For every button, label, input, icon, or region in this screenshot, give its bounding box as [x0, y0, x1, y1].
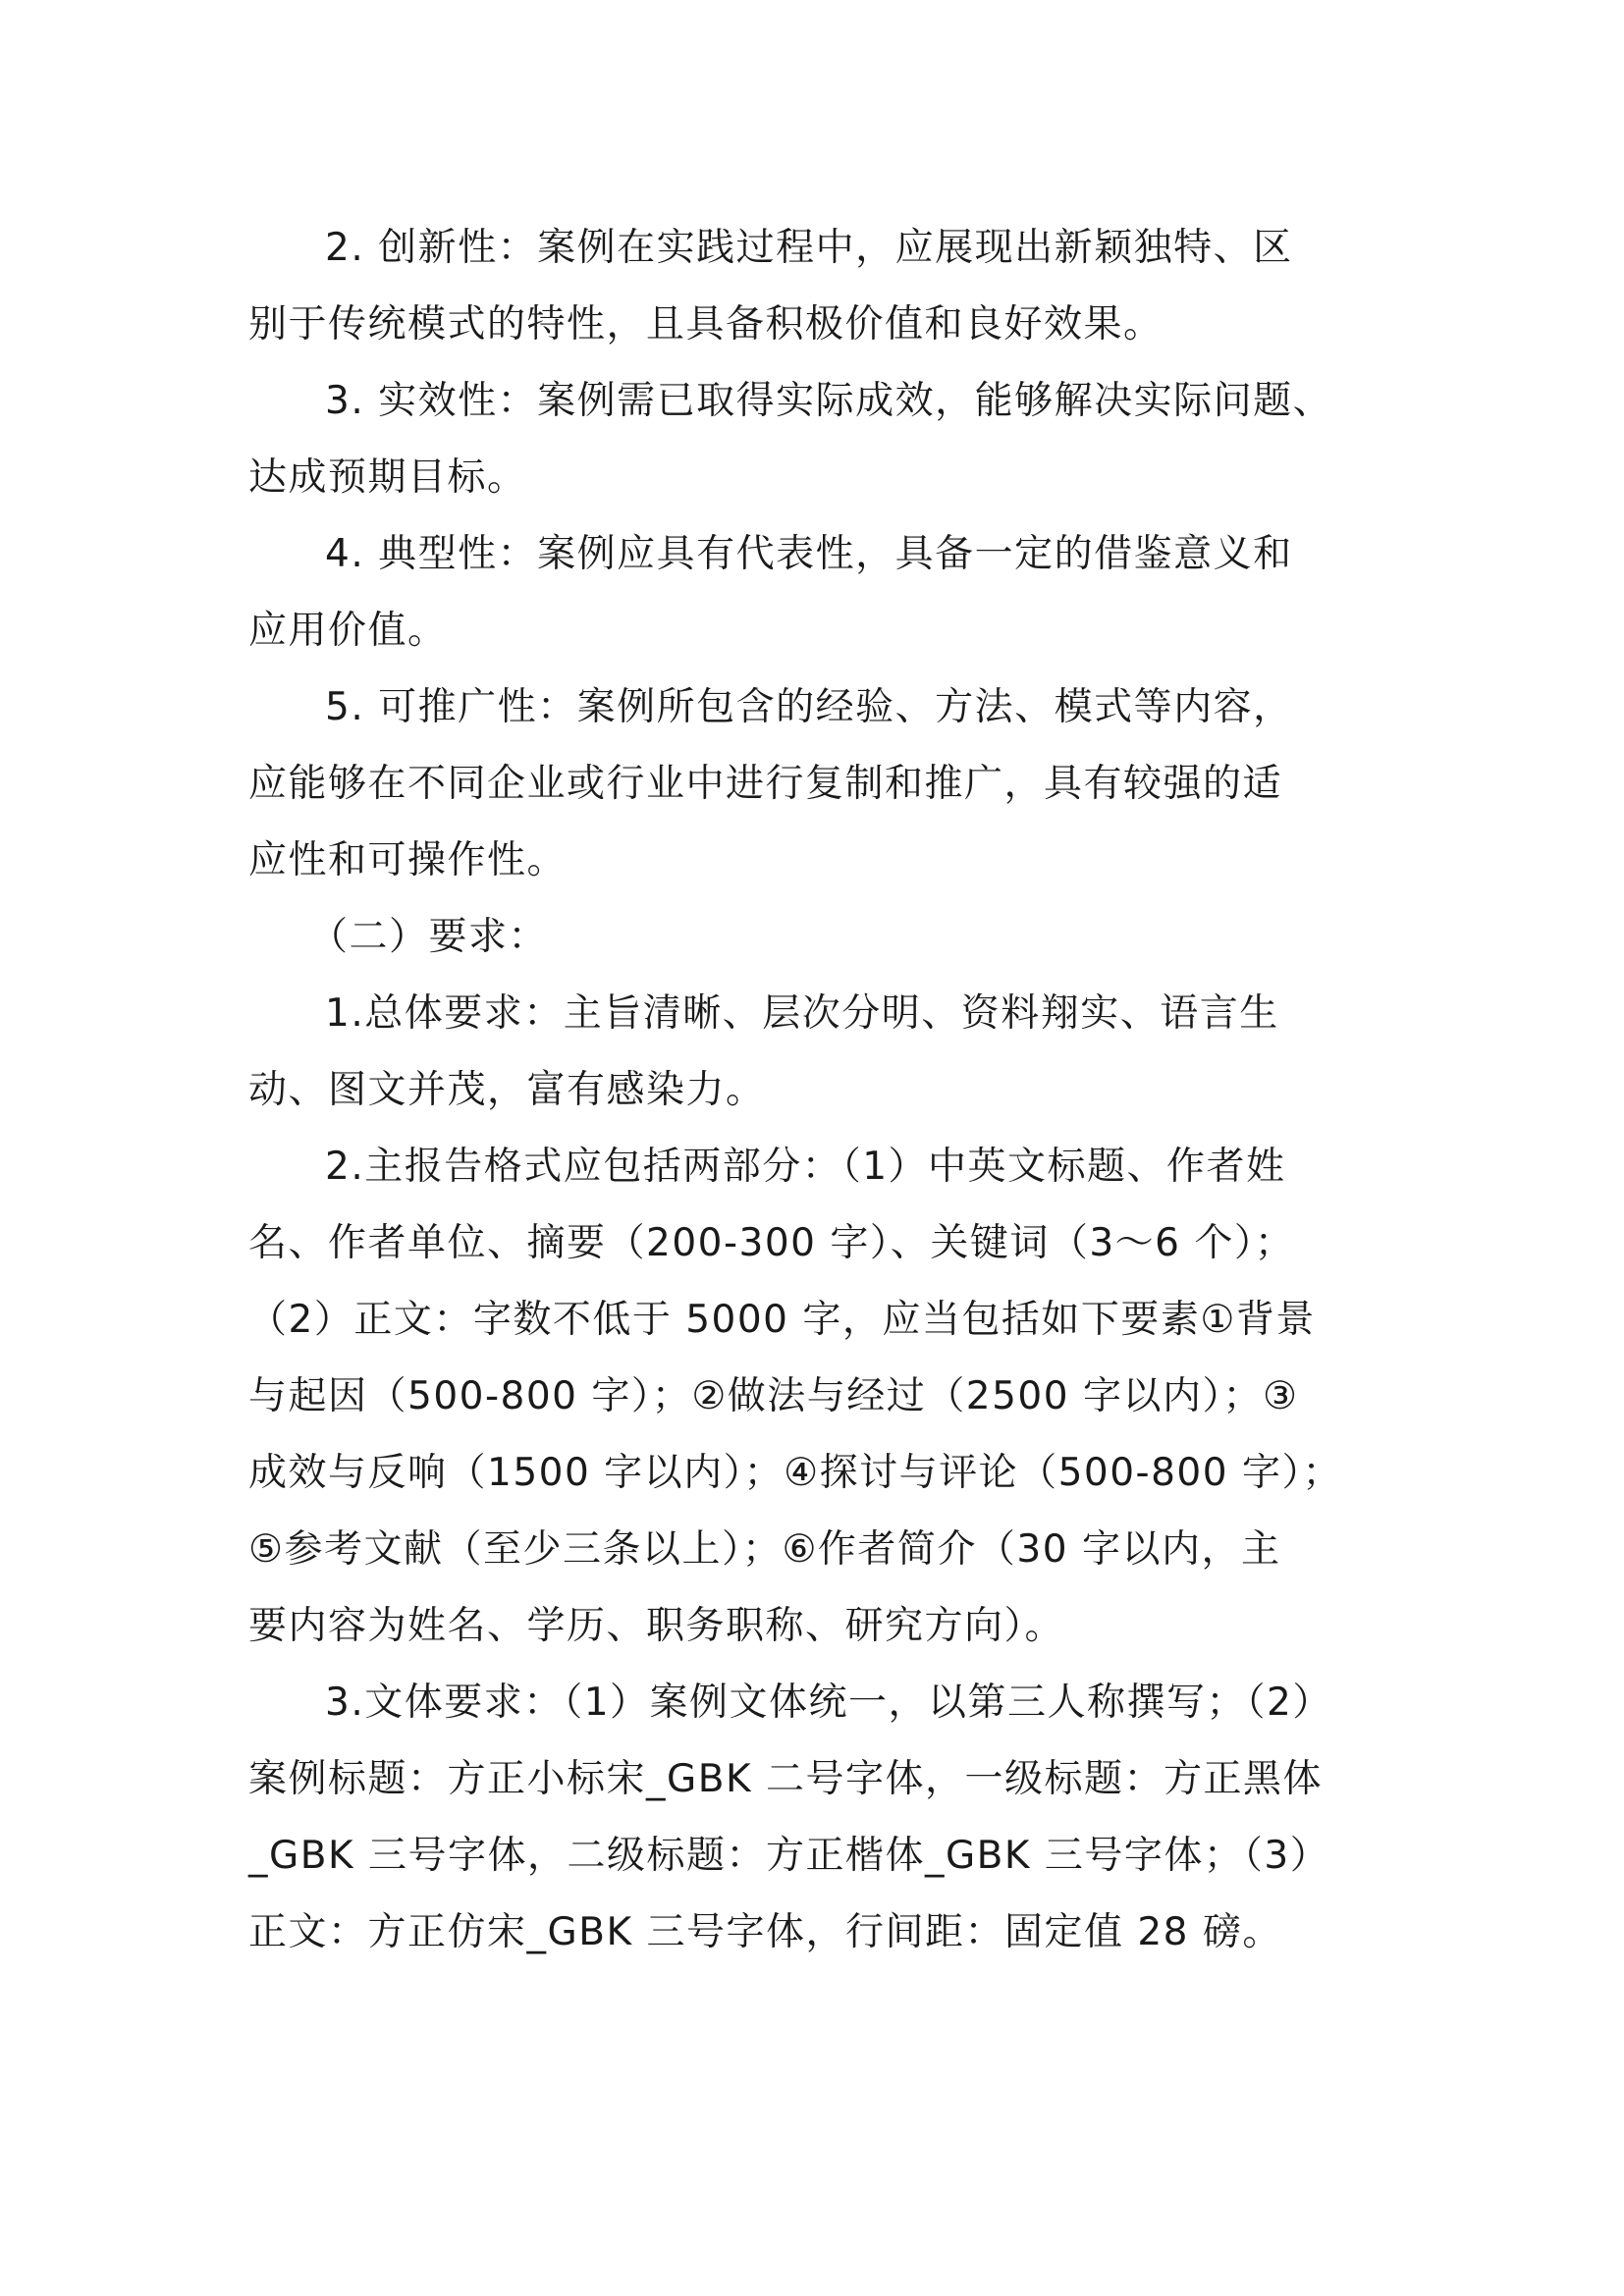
text-line: 与起因（500-800 字）；②做法与经过（2500 字以内）；③	[248, 1374, 1299, 1418]
text-line: 案例标题：方正小标宋_GBK 二号字体，一级标题：方正黑体	[248, 1757, 1323, 1801]
text-line: 要内容为姓名、学历、职务职称、研究方向）。	[248, 1604, 1065, 1648]
text-line: 达成预期目标。	[248, 455, 527, 500]
text-line: 别于传统模式的特性，且具备积极价值和良好效果。	[248, 302, 1164, 347]
criteria-typicality-paragraph	[248, 516, 1383, 669]
text-line: 2.主报告格式应包括两部分：（1）中英文标题、作者姓	[325, 1145, 1286, 1189]
text-line: 应性和可操作性。	[248, 838, 568, 882]
text-line: 3.文体要求：（1）案例文体统一，以第三人称撰写；（2）	[325, 1681, 1332, 1725]
criteria-innovation-paragraph	[248, 210, 1383, 363]
document-body	[248, 210, 1383, 1971]
text-line: 4. 典型性：案例应具有代表性，具备一定的借鉴意义和	[325, 532, 1293, 576]
requirements-heading-block	[248, 899, 1383, 976]
text-line: 名、作者单位、摘要（200-300 字）、关键词（3～6 个）；	[248, 1221, 1295, 1265]
criteria-promotability-paragraph	[248, 669, 1383, 899]
criteria-effectiveness-paragraph	[248, 363, 1383, 516]
requirement-format-paragraph	[248, 1129, 1383, 1665]
text-line: ⑤参考文献（至少三条以上）；⑥作者简介（30 字以内，主	[248, 1527, 1281, 1572]
text-line: 3. 实效性：案例需已取得实际成效，能够解决实际问题、	[325, 379, 1333, 423]
text-line: 正文：方正仿宋_GBK 三号字体，行间距：固定值 28 磅。	[248, 1910, 1282, 1954]
text-line: 2. 创新性：案例在实践过程中，应展现出新颖独特、区	[325, 226, 1293, 270]
requirements-heading: （二）要求：	[309, 915, 549, 959]
text-line: 应用价值。	[248, 609, 448, 653]
text-line: _GBK 三号字体，二级标题：方正楷体_GBK 三号字体；（3）	[248, 1834, 1330, 1878]
text-line: 1.总体要求：主旨清晰、层次分明、资料翔实、语言生	[325, 991, 1279, 1036]
text-line: 动、图文并茂，富有感染力。	[248, 1068, 766, 1112]
text-line: 成效与反响（1500 字以内）；④探讨与评论（500-800 字）；	[248, 1451, 1342, 1495]
text-line: 5. 可推广性：案例所包含的经验、方法、模式等内容，	[325, 685, 1293, 729]
requirement-general-paragraph	[248, 976, 1383, 1129]
text-line: （2）正文：字数不低于 5000 字，应当包括如下要素①背景	[248, 1298, 1316, 1342]
text-line: 应能够在不同企业或行业中进行复制和推广，具有较强的适	[248, 762, 1283, 806]
requirement-style-paragraph	[248, 1665, 1383, 1971]
